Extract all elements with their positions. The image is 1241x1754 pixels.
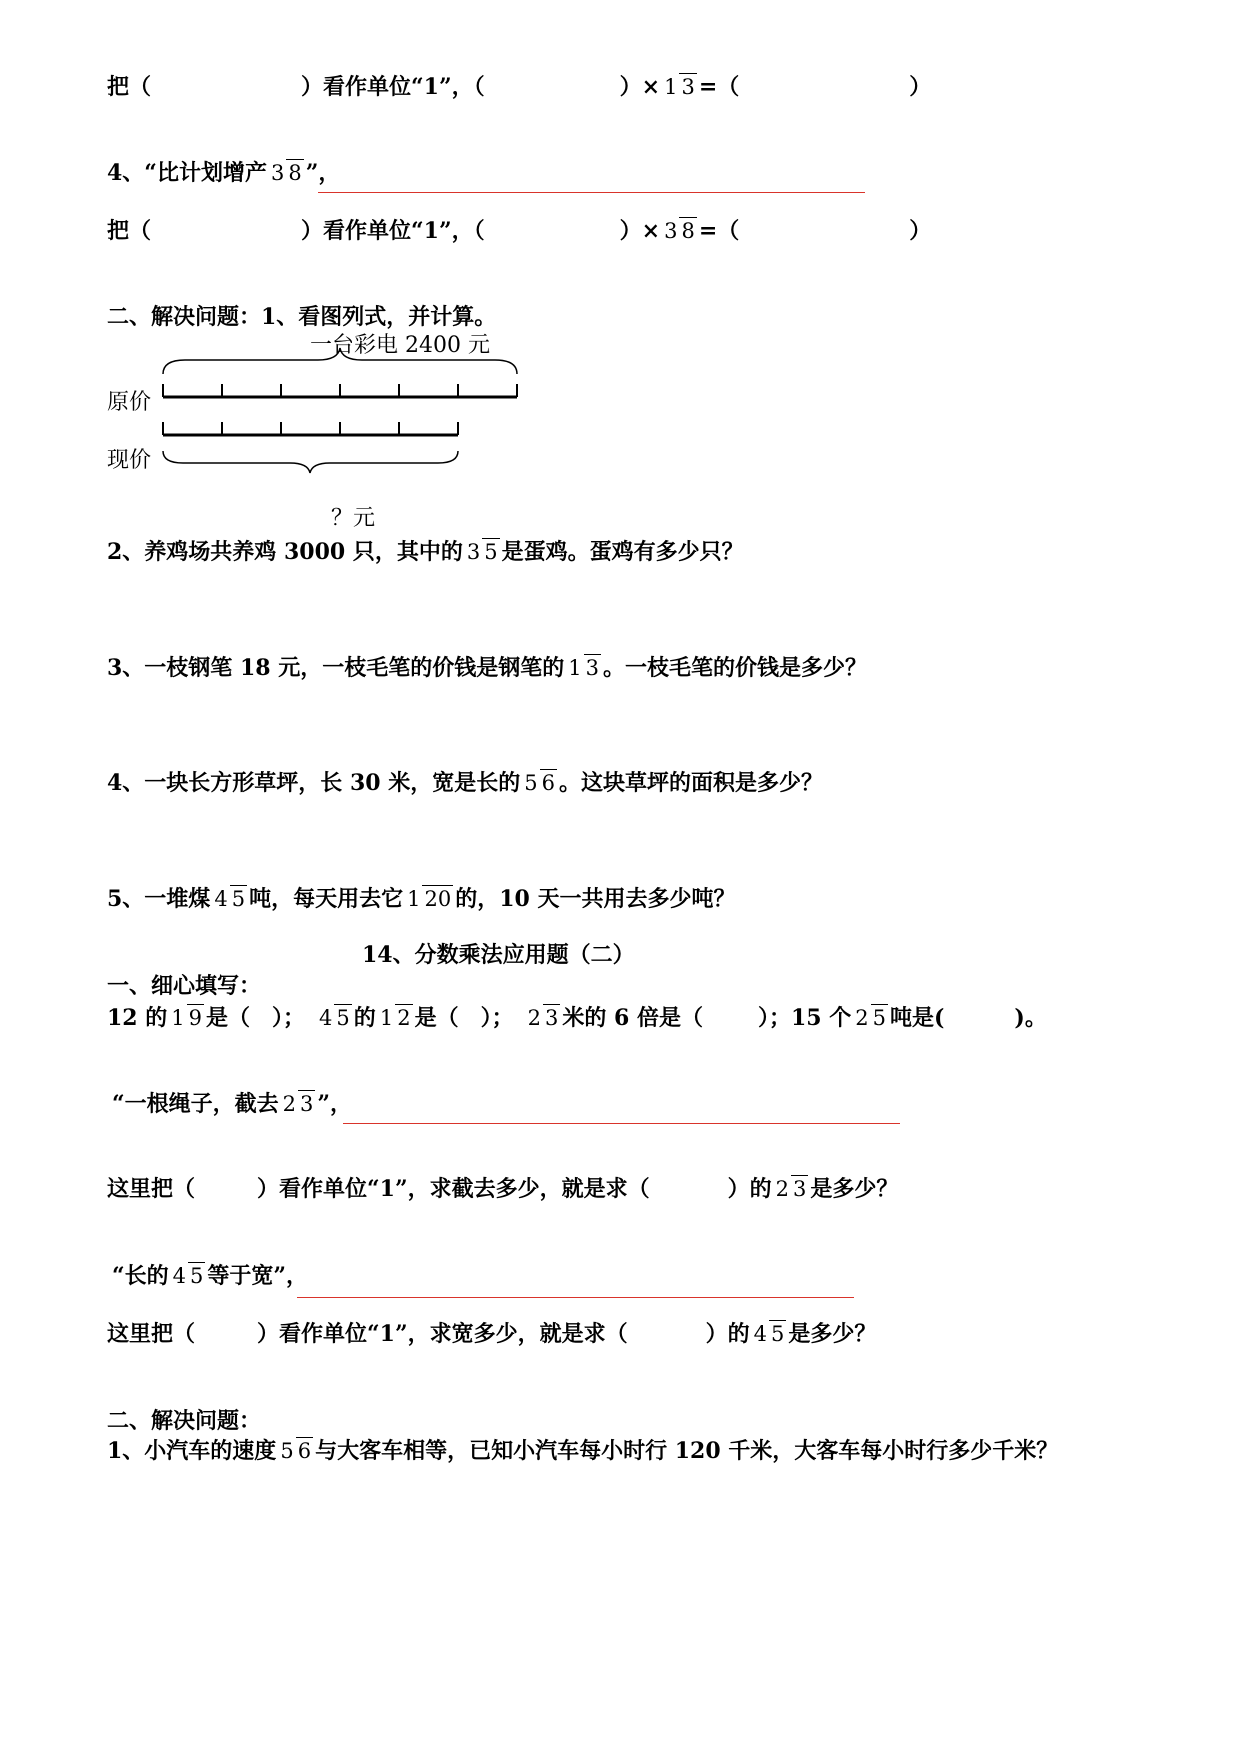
question-2: [107, 539, 744, 566]
fraction: 1 9: [171, 1006, 203, 1030]
text: 5、一堆煤: [107, 886, 211, 913]
fraction: 2 3: [775, 1177, 807, 1201]
text: 是多少？: [788, 1321, 877, 1348]
answer-line[interactable]: [318, 192, 865, 193]
text: ”，: [305, 160, 341, 187]
text: 把（: [107, 74, 152, 101]
text: ）: [909, 218, 932, 245]
fraction: 4 5: [214, 887, 246, 911]
text: 与大客车相等，已知小汽车每小时行 120 千米，大客车每小时行多少千米？: [315, 1438, 1059, 1465]
answer-line[interactable]: [297, 1297, 854, 1298]
text: “长的: [112, 1263, 169, 1290]
text: 。这块草坪的面积是多少？: [559, 770, 824, 797]
bottom-brace: [163, 451, 458, 473]
q4-phrase-line: [107, 160, 341, 187]
text: ）看作单位“1”，求截去多少，就是求（: [257, 1176, 650, 1203]
answer-line[interactable]: [343, 1123, 900, 1124]
text: =（: [698, 218, 740, 245]
times-sign: ）×: [619, 74, 661, 101]
text: 3、一枝钢笔 18 元，一枝毛笔的价钱是钢笔的: [107, 655, 565, 682]
text: 原价: [107, 390, 152, 415]
text: ）看作单位“1”，求宽多少，就是求（: [257, 1321, 628, 1348]
fraction: 3 8: [270, 161, 302, 185]
question-4: [107, 770, 824, 797]
text: 吨，每天用去它: [249, 886, 404, 913]
original-ticks: [163, 384, 517, 397]
fraction: 2 5: [855, 1006, 886, 1030]
fraction: 1 3: [568, 656, 599, 680]
question-5: [107, 886, 736, 913]
fraction: 1 3: [664, 75, 695, 99]
text: 等于宽”，: [207, 1263, 309, 1290]
fraction: 2 3: [282, 1092, 314, 1116]
fraction: 3 8: [664, 219, 695, 243]
section-heading: [107, 306, 496, 328]
text: 2、养鸡场共养鸡 3000 只，其中的: [107, 539, 463, 566]
text: 的，10 天一共用去多少吨？: [455, 886, 736, 913]
text: 把（: [107, 218, 152, 245]
text: 。一枝毛笔的价钱是多少？: [603, 655, 868, 682]
text: 12 的: [107, 1005, 168, 1032]
text: 现价: [107, 448, 152, 473]
fraction: 4 5: [172, 1264, 204, 1288]
current-ticks: [163, 422, 458, 435]
times-sign: ）×: [619, 218, 661, 245]
text: 二、解决问题：: [107, 1408, 262, 1434]
fraction: 2 3: [527, 1006, 559, 1030]
fraction: 4 5: [319, 1006, 350, 1030]
text: 这里把（: [107, 1176, 196, 1203]
text: 这里把（: [107, 1321, 196, 1348]
heading-text: 二、解决问题：1、看图列式，并计算。: [107, 304, 497, 330]
text: 一、细心填写：: [107, 973, 262, 999]
diagram-bottom-label: [331, 508, 375, 530]
lesson-title: [362, 944, 635, 966]
rope-phrase: [112, 1091, 353, 1118]
text: ）的: [727, 1176, 772, 1203]
text: 的: [353, 1005, 376, 1032]
fraction: 5 6: [524, 771, 555, 795]
text: ）的: [705, 1321, 750, 1348]
text: 1、小汽车的速度: [107, 1438, 277, 1465]
text: 是（ ）；: [414, 1005, 514, 1032]
diagram-row2-label: [107, 450, 151, 472]
text: 14、分数乘法应用题（二）: [362, 942, 635, 968]
final-question: [107, 1438, 1059, 1465]
text: 吨是(: [890, 1005, 945, 1032]
text: 4、一块长方形草坪，长 30 米，宽是长的: [107, 770, 521, 797]
fraction: 3 5: [466, 540, 498, 564]
width-unit-line: [107, 1321, 877, 1348]
width-phrase: [112, 1263, 309, 1290]
text: ）看作单位“1”，（: [301, 218, 485, 245]
fill-line: [107, 1005, 1047, 1032]
text: ？元: [331, 506, 376, 531]
fraction: 1 2: [379, 1006, 411, 1030]
text: 米的 6 倍是（: [562, 1005, 703, 1032]
text: ）看作单位“1”，（: [301, 74, 485, 101]
fraction: 4 5: [753, 1322, 785, 1346]
text: 是多少？: [810, 1176, 899, 1203]
solve-heading: [107, 1410, 261, 1432]
text: )。: [1014, 1005, 1047, 1032]
text: ）；15 个: [757, 1005, 852, 1032]
diagram-top-label: [310, 335, 490, 357]
text: 是（ ）；: [206, 1005, 306, 1032]
text: ）: [909, 74, 932, 101]
q3-unit-line: [107, 74, 932, 101]
text: “一根绳子，截去: [112, 1091, 279, 1118]
diagram-row1-label: [107, 392, 151, 414]
question-3: [107, 655, 868, 682]
rope-unit-line: [107, 1176, 899, 1203]
fill-heading: [107, 975, 261, 997]
fraction: 1 20: [407, 887, 452, 911]
text: ”，: [317, 1091, 353, 1118]
text: 一台彩电 2400 元: [310, 333, 490, 358]
q4-unit-line: [107, 218, 932, 245]
fraction: 5 6: [280, 1439, 312, 1463]
text: 4、“比计划增产: [107, 160, 267, 187]
text: 是蛋鸡。蛋鸡有多少只？: [501, 539, 744, 566]
text: =（: [698, 74, 740, 101]
